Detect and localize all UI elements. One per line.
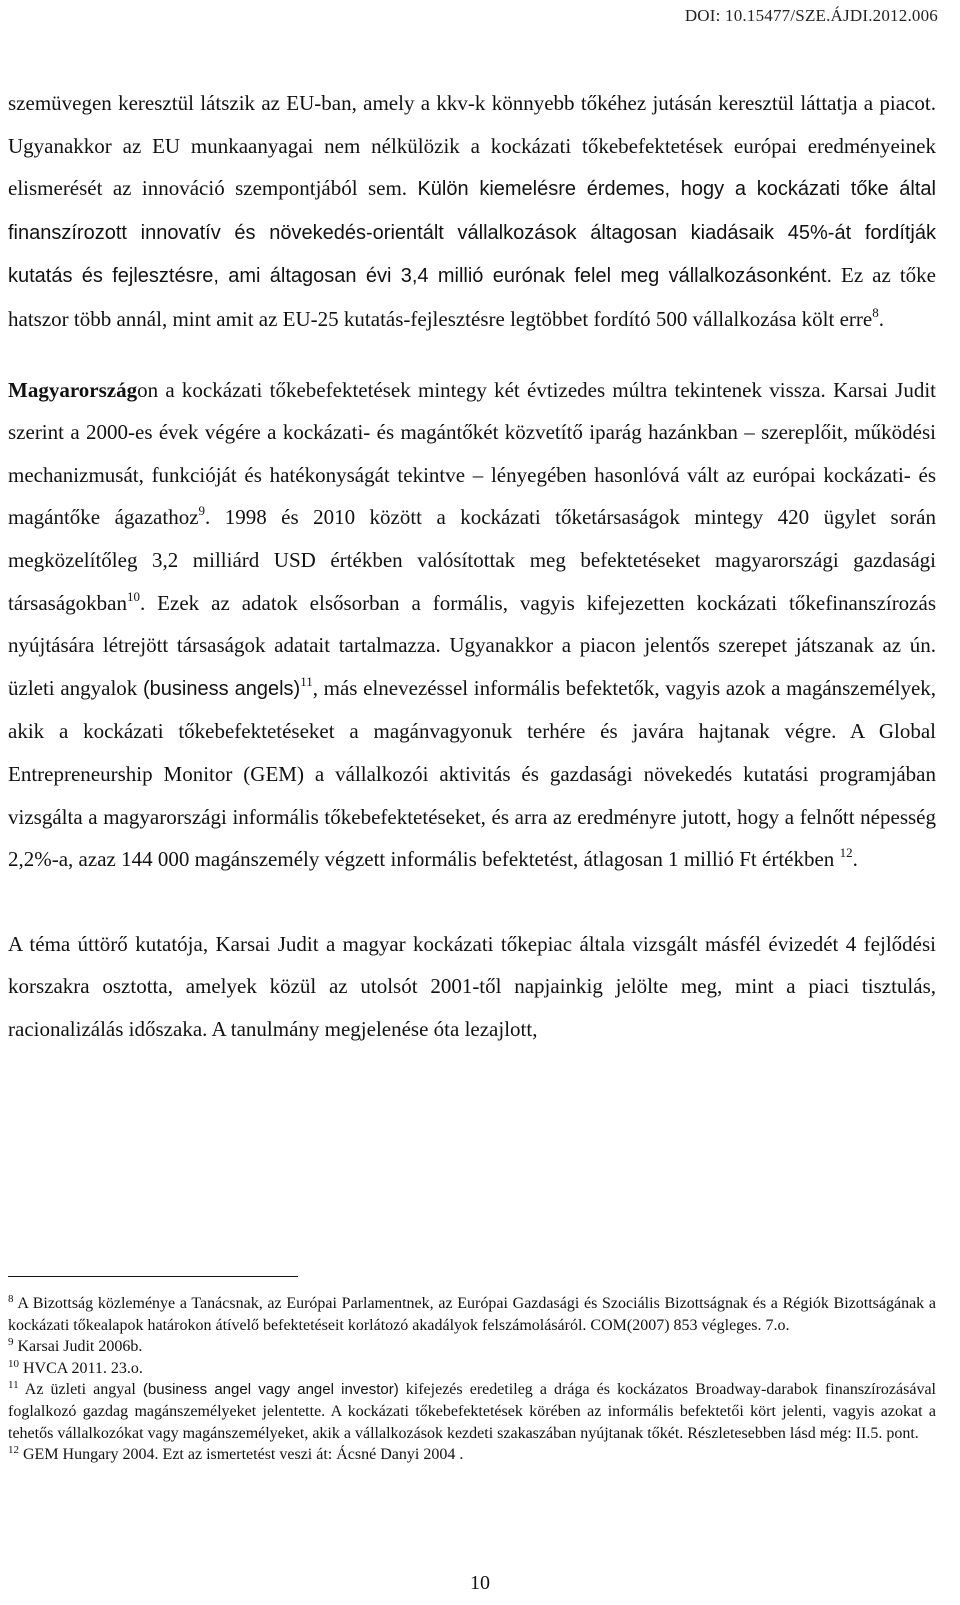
footnote-ref-8: 8: [872, 304, 879, 320]
footnote-number: 9: [8, 1336, 14, 1349]
paragraph-2-bold-term: Magyarország: [8, 377, 138, 402]
footnote-divider: [8, 1276, 298, 1277]
footnote-text: HVCA 2011. 23.o.: [19, 1359, 143, 1377]
paragraph-2-part-1: on a kockázati tőkebefektetések mintegy két évtizedes múltra tekintenek vissza. Karsai Judit szerint a 2000-es évek végére a kockázati- és magántőkét közvetítő iparág hazánkban – szereplőit, működési mechanizmusát, funkcióját és hatékonyságát tekintve – lényegében hasonlóvá vált az európai kockázati- és magántőke ágazathoz: [8, 377, 936, 530]
paragraph-1-sentence-2: Külön kiemelésre érdemes, hogy a kockázati tőke által finanszírozott innovatív és növekedés-orientált vállalkozások áltagosan kiadásaik 45%-át fordítják kutatás és fejlesztésre, ami áltagosan évi 3,4 millió eurónak felel meg vállalkozásonként.: [8, 178, 936, 288]
page-number: 10: [470, 1572, 490, 1594]
footnote-10: [8, 1358, 936, 1380]
footnote-text: A Bizottság közleménye a Tanácsnak, az Európai Parlamentnek, az Európai Gazdasági és Szociális Bizottságnak és a Régiók Bizottságának a kockázati tőkealapok határokon átívelő befektetéseit korlátozó akadályok felszámolásáról. COM(2007) 853 végleges. 7.o.: [8, 1295, 936, 1334]
footnote-text-lead: Az üzleti angyal: [18, 1381, 143, 1399]
footnote-9: [8, 1336, 936, 1358]
paragraph-2-business-angels: (business angels): [143, 677, 301, 700]
footnote-ref-11: 11: [300, 673, 313, 689]
footnote-text: Karsai Judit 2006b.: [13, 1338, 143, 1356]
footnotes: [8, 1282, 936, 1466]
footnote-number: 12: [8, 1444, 19, 1457]
paragraph-1-sentence-1: szemüvegen keresztül látszik az EU-ban, amely a kkv-k könnyebb tőkéhez jutásán keresztül láttatja a piacot. Ugyanakkor az EU munkaanyagai nem nélkülözik a kockázati tőkebefektetések európai eredményeinek elismerését az innováció szempontjából sem.: [8, 91, 936, 201]
footnote-text: GEM Hungary 2004. Ezt az ismertetést veszi át: Ácsné Danyi 2004 .: [19, 1446, 464, 1464]
paragraph-2-part-2: . 1998 és 2010 között a kockázati tőketársaságok mintegy 420 ügylet során megközelítőleg 3,2 milliárd USD értékben valósítottak meg befektetéseket magyarországi gazdasági társaságokban: [8, 505, 936, 615]
footnote-ref-12: 12: [839, 845, 853, 861]
paragraph-1-end: .: [878, 306, 884, 331]
footnote-ref-9: 9: [198, 503, 206, 519]
footnote-number: 10: [8, 1357, 19, 1370]
paragraph-1: [8, 82, 936, 341]
paragraph-2: [8, 369, 936, 881]
paragraph-2-end: .: [852, 847, 858, 872]
footnote-11: [8, 1379, 936, 1444]
footnote-text-sans: (business angel vagy angel investor): [142, 1381, 399, 1399]
footnote-8: [8, 1282, 936, 1336]
doi-header: DOI: 10.15477/SZE.ÁJDI.2012.006: [684, 6, 938, 25]
footnote-text: kifejezés eredetileg a drága és kockázatos Broadway-darabok finanszírozásával foglalkozó gazdag magánszemélyeket jelentette. A kockázati tőkebefektetések körében az informális befektetői kört jelenti, vagyis azokat a tehetős vállalkozókat vagy magánszemélyeket, akik a vállalkozások kezdeti szakaszában nyújtanak tőkét. Részletesebben lásd még: II.5. pont.: [8, 1381, 936, 1442]
paragraph-2-part-3: . Ezek az adatok elsősorban a formális, vagyis kifejezetten kockázati tőkefinanszírozás nyújtására létrejött társaságok adatait tartalmazza. Ugyanakkor a piacon jelentős szerepet játszanak az ún. üzleti angyalok: [8, 590, 936, 700]
paragraph-2-part-4: , más elnevezéssel informális befektetők, vagyis azok a magánszemélyek, akik a kockázati tőkebefektetéseket a magánvagyonuk terhére és javára hajtanak végre. A Global Entrepreneurship Monitor (GEM) a vállalkozói aktivitás és gazdasági növekedés kutatási programjában vizsgálta a magyarországi informális tőkebefektetéseket, és arra az eredményre jutott, hogy a felnőtt népesség 2,2%-a, azaz 144 000 magánszemély végzett informális befektetést, átlagosan 1 millió Ft értékben: [8, 675, 937, 872]
paragraph-1-sentence-3: Ez az tőke hatszor több annál, mint amit az EU-25 kutatás-fejlesztésre legtöbbet fordító 500 vállalkozása költ erre: [8, 263, 936, 331]
paragraph-3: A téma úttörő kutatója, Karsai Judit a magyar kockázati tőkepiac általa vizsgált másfél évizedét 4 fejlődési korszakra osztotta, amelyek közül az utolsót 2001-től napjainkig jelölte meg, mint a piaci tisztulás, racionalizálás időszaka. A tanulmány megjelenése óta lezajlott,: [8, 931, 936, 1041]
footnote-ref-10: 10: [126, 588, 140, 604]
footnote-number: 8: [8, 1293, 14, 1305]
main-text: [8, 82, 936, 1050]
footnote-number: 11: [8, 1379, 19, 1392]
footnote-12: [8, 1444, 936, 1466]
